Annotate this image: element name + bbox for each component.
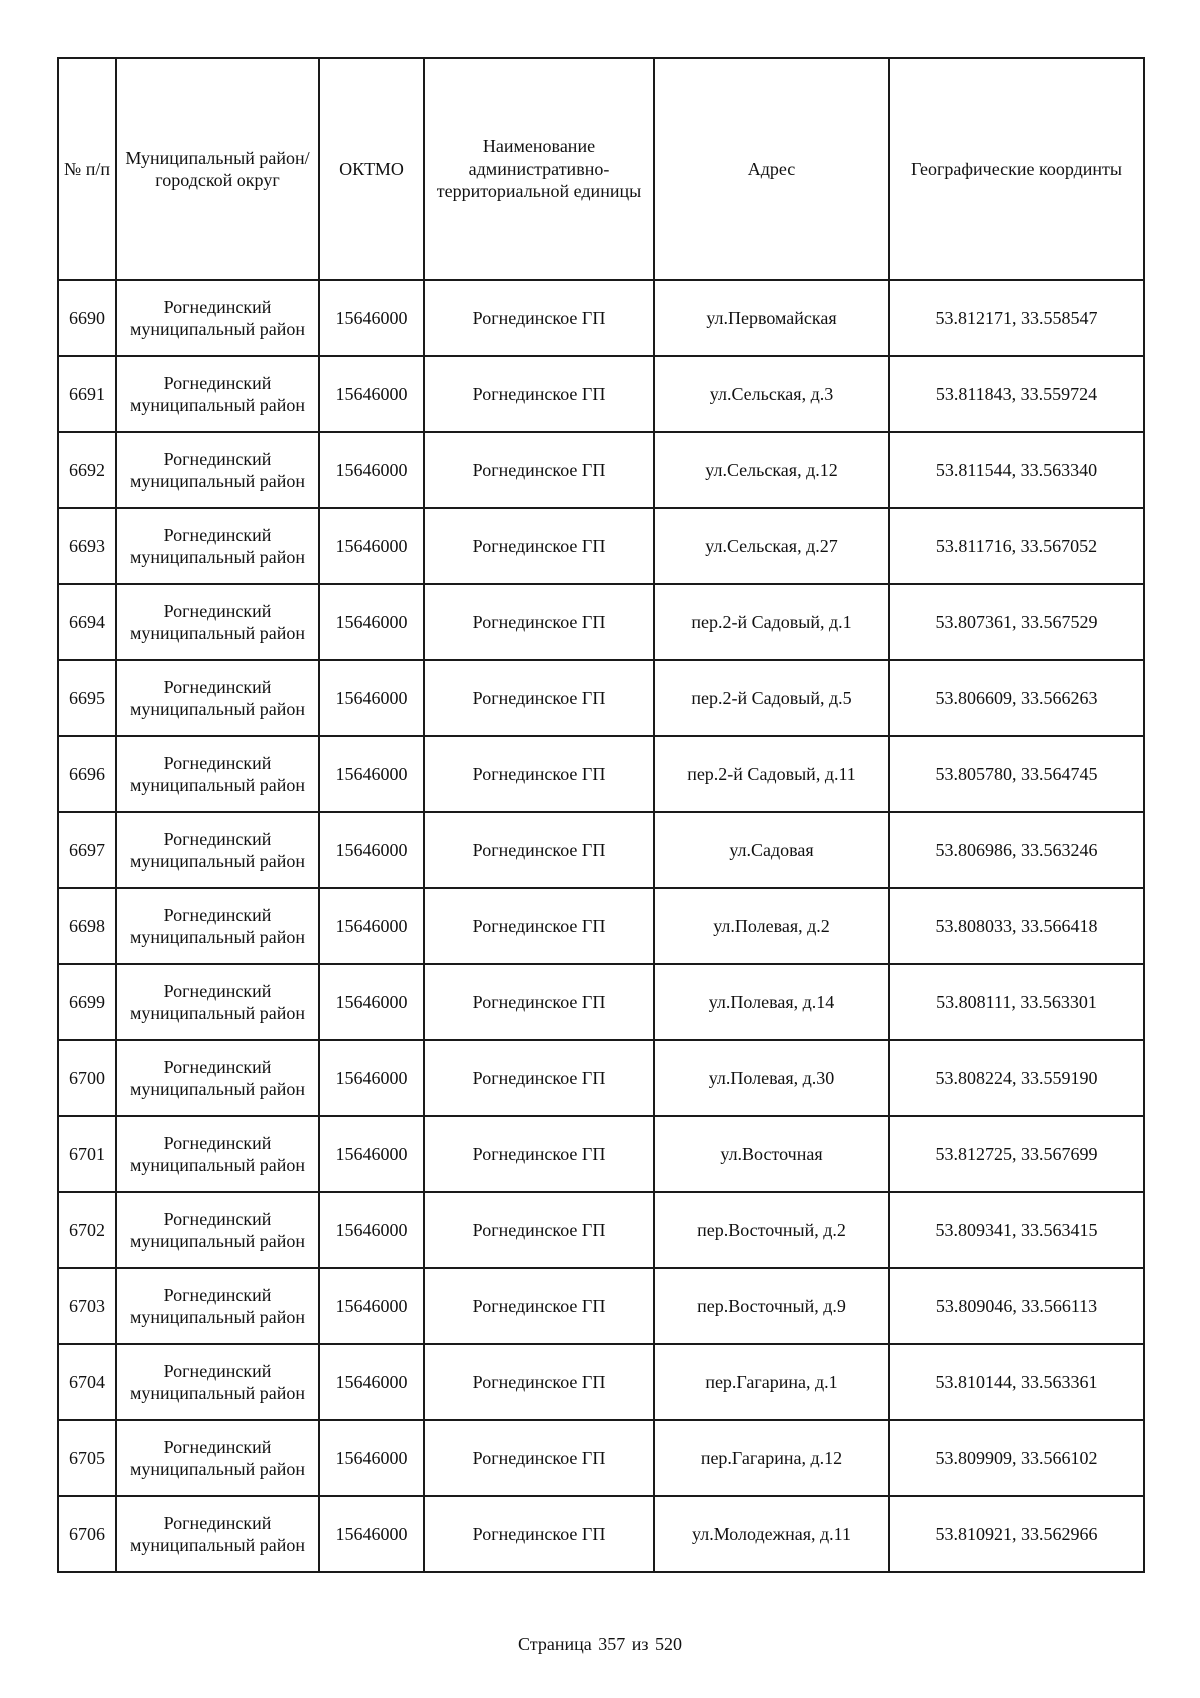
cell-unit: Рогнединское ГП <box>424 1268 654 1344</box>
cell-district: Рогнединский муниципальный район <box>116 964 319 1040</box>
cell-oktmo: 15646000 <box>319 508 424 584</box>
table-row <box>58 660 1144 736</box>
cell-coordinates: 53.808224, 33.559190 <box>889 1040 1144 1116</box>
cell-oktmo: 15646000 <box>319 280 424 356</box>
cell-coordinates: 53.809341, 33.563415 <box>889 1192 1144 1268</box>
table-header <box>58 58 1144 280</box>
cell-unit: Рогнединское ГП <box>424 1420 654 1496</box>
cell-number: 6692 <box>58 432 116 508</box>
table-row <box>58 1268 1144 1344</box>
cell-district: Рогнединский муниципальный район <box>116 432 319 508</box>
cell-district: Рогнединский муниципальный район <box>116 356 319 432</box>
cell-unit: Рогнединское ГП <box>424 812 654 888</box>
cell-coordinates: 53.809909, 33.566102 <box>889 1420 1144 1496</box>
cell-number: 6694 <box>58 584 116 660</box>
table-row <box>58 1344 1144 1420</box>
cell-oktmo: 15646000 <box>319 1268 424 1344</box>
cell-district: Рогнединский муниципальный район <box>116 508 319 584</box>
cell-unit: Рогнединское ГП <box>424 1344 654 1420</box>
cell-oktmo: 15646000 <box>319 736 424 812</box>
cell-district: Рогнединский муниципальный район <box>116 1496 319 1572</box>
cell-unit: Рогнединское ГП <box>424 356 654 432</box>
table-row <box>58 964 1144 1040</box>
cell-coordinates: 53.809046, 33.566113 <box>889 1268 1144 1344</box>
cell-address: пер.Восточный, д.9 <box>654 1268 889 1344</box>
cell-district: Рогнединский муниципальный район <box>116 736 319 812</box>
table-row <box>58 1040 1144 1116</box>
cell-oktmo: 15646000 <box>319 660 424 736</box>
cell-oktmo: 15646000 <box>319 964 424 1040</box>
cell-address: пер.2-й Садовый, д.11 <box>654 736 889 812</box>
cell-district: Рогнединский муниципальный район <box>116 812 319 888</box>
cell-coordinates: 53.812725, 33.567699 <box>889 1116 1144 1192</box>
cell-unit: Рогнединское ГП <box>424 432 654 508</box>
cell-oktmo: 15646000 <box>319 1192 424 1268</box>
table-row <box>58 1116 1144 1192</box>
cell-coordinates: 53.806609, 33.566263 <box>889 660 1144 736</box>
cell-oktmo: 15646000 <box>319 888 424 964</box>
cell-unit: Рогнединское ГП <box>424 1116 654 1192</box>
cell-district: Рогнединский муниципальный район <box>116 584 319 660</box>
cell-address: ул.Сельская, д.12 <box>654 432 889 508</box>
cell-oktmo: 15646000 <box>319 1496 424 1572</box>
cell-address: ул.Полевая, д.2 <box>654 888 889 964</box>
cell-oktmo: 15646000 <box>319 1040 424 1116</box>
cell-unit: Рогнединское ГП <box>424 964 654 1040</box>
cell-district: Рогнединский муниципальный район <box>116 1192 319 1268</box>
cell-number: 6704 <box>58 1344 116 1420</box>
cell-district: Рогнединский муниципальный район <box>116 280 319 356</box>
header-cell-district: Муниципальный район/городской округ <box>116 58 319 280</box>
cell-number: 6701 <box>58 1116 116 1192</box>
registry-table <box>57 57 1145 1573</box>
cell-number: 6699 <box>58 964 116 1040</box>
cell-address: пер.Восточный, д.2 <box>654 1192 889 1268</box>
cell-address: ул.Полевая, д.30 <box>654 1040 889 1116</box>
cell-district: Рогнединский муниципальный район <box>116 1344 319 1420</box>
cell-district: Рогнединский муниципальный район <box>116 1116 319 1192</box>
cell-oktmo: 15646000 <box>319 432 424 508</box>
cell-address: ул.Восточная <box>654 1116 889 1192</box>
cell-number: 6703 <box>58 1268 116 1344</box>
header-cell-number: № п/п <box>58 58 116 280</box>
table-row <box>58 432 1144 508</box>
cell-unit: Рогнединское ГП <box>424 888 654 964</box>
cell-number: 6690 <box>58 280 116 356</box>
cell-coordinates: 53.811843, 33.559724 <box>889 356 1144 432</box>
cell-number: 6698 <box>58 888 116 964</box>
table-body <box>58 280 1144 1572</box>
cell-oktmo: 15646000 <box>319 356 424 432</box>
cell-number: 6696 <box>58 736 116 812</box>
cell-coordinates: 53.808111, 33.563301 <box>889 964 1144 1040</box>
cell-address: пер.Гагарина, д.12 <box>654 1420 889 1496</box>
table-row <box>58 888 1144 964</box>
cell-oktmo: 15646000 <box>319 1420 424 1496</box>
table-row <box>58 736 1144 812</box>
cell-district: Рогнединский муниципальный район <box>116 1268 319 1344</box>
cell-unit: Рогнединское ГП <box>424 660 654 736</box>
cell-coordinates: 53.810144, 33.563361 <box>889 1344 1144 1420</box>
header-cell-coordinates: Географические координты <box>889 58 1144 280</box>
cell-district: Рогнединский муниципальный район <box>116 1420 319 1496</box>
cell-unit: Рогнединское ГП <box>424 1040 654 1116</box>
page-number: Страница 357 из 520 <box>518 1634 682 1654</box>
cell-address: пер.2-й Садовый, д.1 <box>654 584 889 660</box>
cell-address: ул.Садовая <box>654 812 889 888</box>
cell-oktmo: 15646000 <box>319 1344 424 1420</box>
table-row <box>58 1192 1144 1268</box>
cell-address: ул.Сельская, д.3 <box>654 356 889 432</box>
cell-oktmo: 15646000 <box>319 812 424 888</box>
table-row <box>58 508 1144 584</box>
cell-number: 6697 <box>58 812 116 888</box>
table-row <box>58 280 1144 356</box>
cell-coordinates: 53.810921, 33.562966 <box>889 1496 1144 1572</box>
header-cell-address: Адрес <box>654 58 889 280</box>
table-row <box>58 1420 1144 1496</box>
cell-coordinates: 53.805780, 33.564745 <box>889 736 1144 812</box>
cell-coordinates: 53.812171, 33.558547 <box>889 280 1144 356</box>
cell-address: ул.Сельская, д.27 <box>654 508 889 584</box>
cell-coordinates: 53.811544, 33.563340 <box>889 432 1144 508</box>
cell-address: ул.Первомайская <box>654 280 889 356</box>
cell-number: 6693 <box>58 508 116 584</box>
cell-address: ул.Полевая, д.14 <box>654 964 889 1040</box>
cell-unit: Рогнединское ГП <box>424 1496 654 1572</box>
header-row <box>58 58 1144 280</box>
cell-unit: Рогнединское ГП <box>424 584 654 660</box>
cell-district: Рогнединский муниципальный район <box>116 888 319 964</box>
cell-district: Рогнединский муниципальный район <box>116 1040 319 1116</box>
table-row <box>58 584 1144 660</box>
cell-oktmo: 15646000 <box>319 1116 424 1192</box>
cell-number: 6705 <box>58 1420 116 1496</box>
cell-coordinates: 53.806986, 33.563246 <box>889 812 1144 888</box>
cell-unit: Рогнединское ГП <box>424 508 654 584</box>
cell-number: 6706 <box>58 1496 116 1572</box>
header-cell-oktmo: ОКТМО <box>319 58 424 280</box>
cell-district: Рогнединский муниципальный район <box>116 660 319 736</box>
table-row <box>58 1496 1144 1572</box>
cell-number: 6691 <box>58 356 116 432</box>
cell-coordinates: 53.807361, 33.567529 <box>889 584 1144 660</box>
cell-coordinates: 53.811716, 33.567052 <box>889 508 1144 584</box>
header-cell-unit: Наименование административно-территориальной единицы <box>424 58 654 280</box>
cell-address: пер.2-й Садовый, д.5 <box>654 660 889 736</box>
cell-address: пер.Гагарина, д.1 <box>654 1344 889 1420</box>
cell-number: 6700 <box>58 1040 116 1116</box>
cell-coordinates: 53.808033, 33.566418 <box>889 888 1144 964</box>
table-row <box>58 812 1144 888</box>
cell-oktmo: 15646000 <box>319 584 424 660</box>
cell-unit: Рогнединское ГП <box>424 280 654 356</box>
cell-number: 6695 <box>58 660 116 736</box>
cell-unit: Рогнединское ГП <box>424 1192 654 1268</box>
cell-address: ул.Молодежная, д.11 <box>654 1496 889 1572</box>
cell-unit: Рогнединское ГП <box>424 736 654 812</box>
table-row <box>58 356 1144 432</box>
cell-number: 6702 <box>58 1192 116 1268</box>
